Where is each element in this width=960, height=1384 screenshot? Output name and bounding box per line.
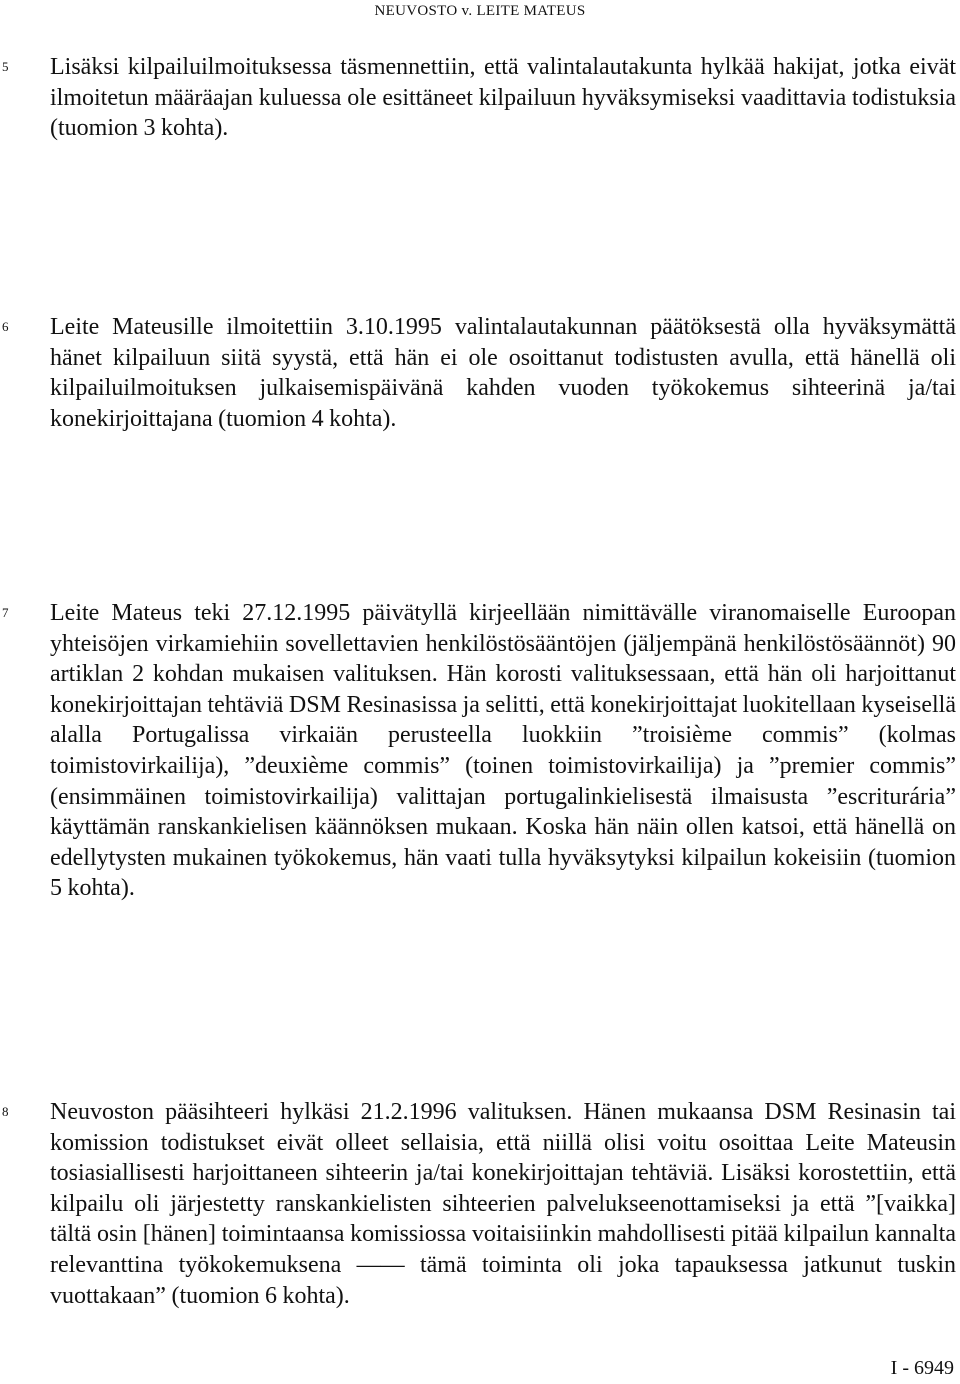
paragraph-number: 7 [2, 605, 9, 620]
paragraph-text: Leite Mateusille ilmoitettiin 3.10.1995 valintalautakunnan päätöksestä olla hyväksymättä hänet kilpailuun siitä syystä, että hän ei ole osoittanut todistusten avulla, että hänellä oli kilpailuilmoituksen julkaisemispäivänä kahden vuoden työkokemus sihteerinä ja/tai konekirjoittajana (tuomion 4 kohta). [50, 314, 956, 432]
paragraph-text: Neuvoston pääsihteeri hylkäsi 21.2.1996 valituksen. Hänen mukaansa DSM Resinasin tai komission todistukset eivät olleet sellaisia, että niillä olisi voitu osoittaa Leite Mateusin tosiasiallisesti harjoittaneen sihteerin ja/tai konekirjoittajan tehtäviä. Lisäksi korostettiin, että kilpailu oli järjestetty ranskankielisten sihteerien palvelukseenottamiseksi ja että ”[vaikka] tältä osin [hänen] toimintaansa komissiossa voitaisiinkin mahdollisesti pitää kilpailun kannalta relevanttina työkokemuksena —— tämä toiminta oli joka tapauksessa jatkunut tuskin vuottakaan” (tuomion 6 kohta). [50, 1099, 956, 1309]
paragraph-number: 8 [2, 1104, 9, 1119]
paragraph-6 [2, 312, 956, 434]
paragraph-number: 5 [2, 59, 9, 74]
paragraph-7 [2, 598, 956, 904]
running-header: NEUVOSTO v. LEITE MATEUS [374, 3, 586, 19]
paragraph-text: Leite Mateus teki 27.12.1995 päivätyllä kirjeellään nimittävälle viranomaiselle Euroopan yhteisöjen virkamiehiin sovellettavien henkilöstösääntöjen (jäljempänä henkilöstösäännöt) 90 artiklan 2 kohdan mukaisen valituksen. Hän korosti valituksessaan, että hän oli harjoittanut konekirjoittajan tehtäviä DSM Resinasissa ja selitti, että konekirjoittajat luokitellaan kyseisellä alalla Portugalissa virkaiän perusteella luokkiin ”troisième commis” (kolmas toimistovirkailija), ”deuxième commis” (toinen toimistovirkailija) ja ”premier commis” (ensimmäinen toimistovirkailija) valittajan portugalinkielisestä ilmaisusta ”escriturária” käyttämän ranskankielisen käännöksen mukaan. Koska hän näin ollen katsoi, että hänellä on edellytysten mukainen työkokemus, hän vaati tulla hyväksytyksi kilpailun kokeisiin (tuomion 5 kohta). [50, 600, 956, 902]
paragraph-text: Lisäksi kilpailuilmoituksessa täsmennettiin, että valintalautakunta hylkää hakijat, jotka eivät ilmoitetun määräajan kuluessa ole esittäneet kilpailuun hyväksymiseksi vaadittavia todistuksia (tuomion 3 kohta). [50, 54, 956, 142]
paragraph-8 [2, 1097, 956, 1311]
paragraph-number: 6 [2, 319, 9, 334]
paragraph-5 [2, 52, 956, 144]
page-number: I - 6949 [890, 1357, 954, 1379]
